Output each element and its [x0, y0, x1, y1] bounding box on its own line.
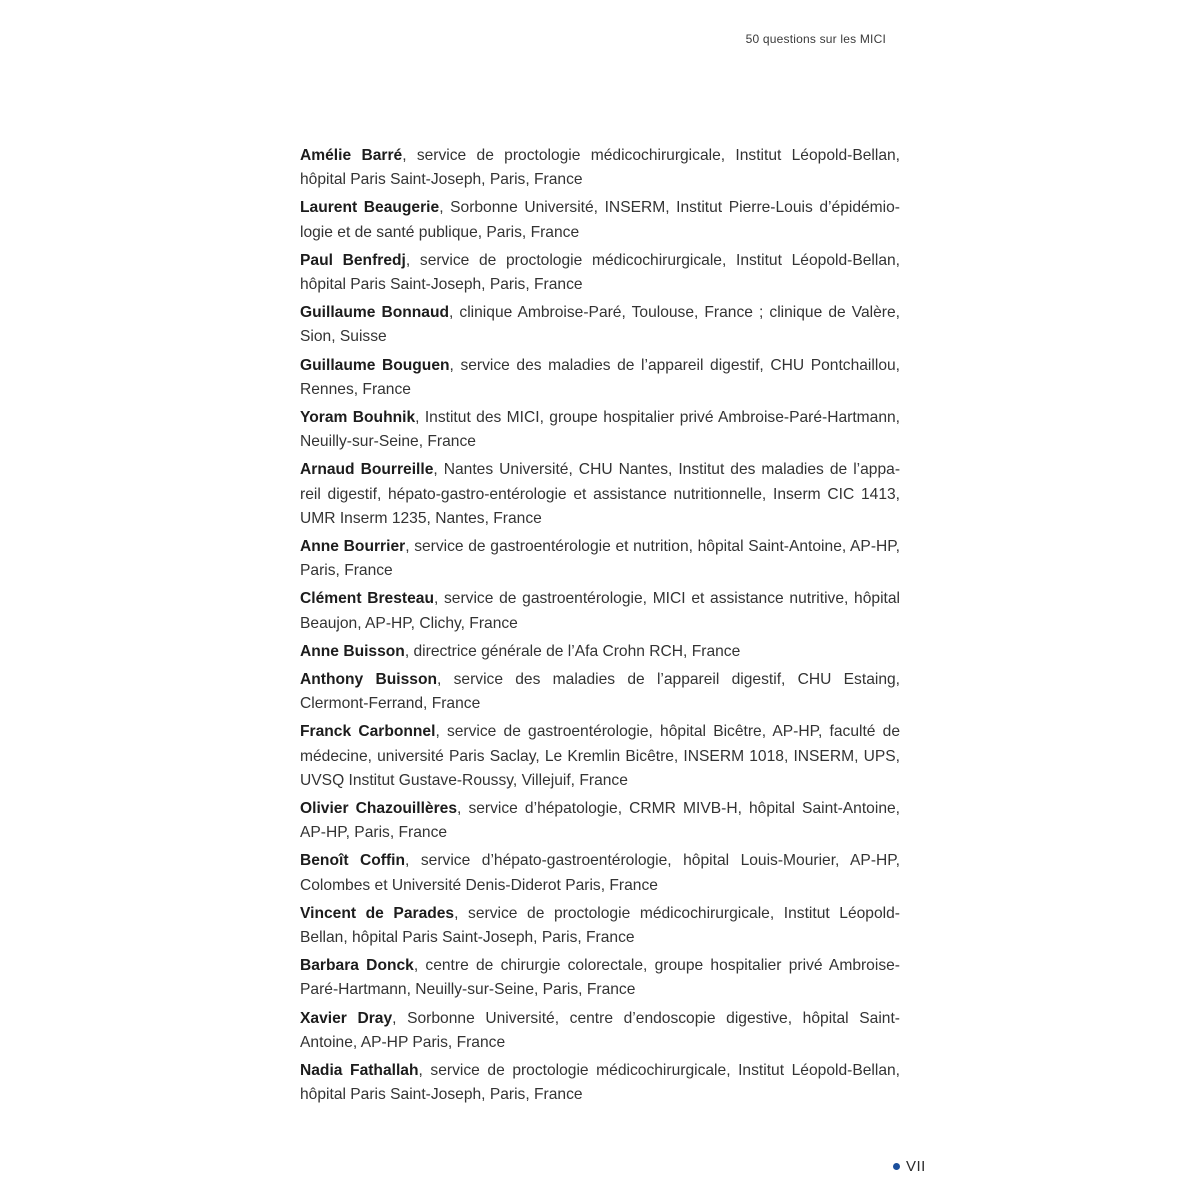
contributor-list — [300, 144, 900, 1111]
contributor-entry — [300, 406, 900, 455]
contributor-affiliation: , service des maladies de l’appareil digestif, CHU Estaing, Clermont-Ferrand, France — [300, 670, 901, 713]
contributor-affiliation: , centre de chirurgie colorectale, groupe hospitalier privé Ambroise-Paré-Hartmann, Neuilly-sur-Seine, Paris, France — [300, 957, 900, 999]
contributor-entry — [300, 640, 900, 664]
contributor-name: Amélie Barré — [300, 147, 403, 164]
contributor-entry — [300, 354, 900, 403]
contributor-name: Franck Carbonnel — [300, 723, 436, 741]
contributor-affiliation: , clinique Ambroise-Paré, Toulouse, France ; clinique de Valère, Sion, Suisse — [300, 304, 900, 346]
contributor-entry — [300, 458, 900, 531]
contributor-entry — [300, 587, 900, 636]
contributor-affiliation: , service d’hépatologie, CRMR MIVB-H, hôpital Saint-Antoine, AP-HP, Paris, France — [300, 799, 900, 842]
contributor-affiliation: , service de gastroentérologie, hôpital Bicêtre, AP-HP, faculté de médecine, université Paris Saclay, Le Kremlin Bicêtre, INSERM 1018, INSERM, UPS, UVSQ Institut Gustave-Roussy, Villejuif, France — [300, 723, 901, 789]
contributor-entry — [300, 720, 900, 793]
contributor-name: Barbara Donck — [300, 957, 414, 975]
contributor-affiliation: , service de proctologie médicochirurgicale, Institut Léopold-Bellan, hôpital Paris Saint-Joseph, Paris, France — [300, 904, 900, 947]
contributor-entry — [300, 1059, 900, 1108]
contributor-name: Clément Bresteau — [300, 590, 434, 608]
contributor-affiliation: , Institut des MICI, groupe hospitalier privé Ambroise-Paré-Hartmann, Neuilly-sur-Seine, France — [300, 408, 900, 451]
contributor-affiliation: , service des maladies de l’appareil digestif, CHU Pontchaillou, Rennes, France — [300, 356, 900, 398]
contributor-name: Guillaume Bouguen — [300, 356, 450, 374]
contributor-name: Nadia Fathallah — [300, 1061, 419, 1079]
contributor-name: Yoram Bouhnik — [300, 408, 416, 426]
contributor-affiliation: , service de gastroentérologie et nutrition, hôpital Saint-Antoine, AP-HP, Paris, France — [300, 538, 900, 580]
contributor-affiliation: , service de proctologie médicochirurgicale, Institut Léopold-Bellan, hôpital Paris Saint-Joseph, Paris, France — [300, 251, 900, 294]
running-header: 50 questions sur les MICI — [745, 32, 886, 46]
contributor-entry — [300, 301, 900, 350]
contributor-affiliation: , service de gastroentérologie, MICI et assistance nutritive, hôpital Beaujon, AP-HP, Clichy, France — [300, 590, 900, 632]
contributor-entry — [300, 249, 900, 298]
contributor-entry — [300, 1007, 900, 1056]
contributor-entry — [300, 797, 900, 846]
contributor-name: Anne Bourrier — [300, 538, 406, 556]
page-number — [893, 1158, 926, 1175]
contributor-entry — [300, 849, 900, 898]
contributor-name: Arnaud Bourreille — [300, 461, 434, 479]
contributor-affiliation: , service d’hépato-gastroentérologie, hôpital Louis-Mourier, AP-HP, Colombes et Université Denis-Diderot Paris, France — [300, 852, 900, 894]
contributor-name: Olivier Chazouillères — [300, 799, 458, 817]
contributor-entry — [300, 668, 900, 717]
bullet-icon — [893, 1163, 900, 1170]
contributor-name: Guillaume Bonnaud — [300, 304, 450, 322]
contributor-name: Vincent de Parades — [300, 904, 455, 922]
page-number-label: VII — [906, 1158, 926, 1175]
contributor-entry — [300, 902, 900, 951]
contributor-affiliation: , directrice générale de l’Afa Crohn RCH, France — [404, 642, 741, 660]
contributor-entry — [300, 196, 900, 245]
contributor-entry — [300, 535, 900, 584]
contributor-entry — [300, 144, 900, 193]
contributor-name: Benoît Coffin — [300, 852, 406, 870]
contributor-name: Xavier Dray — [300, 1009, 393, 1027]
contributor-affiliation: , Sorbonne Université, centre d’endoscopie digestive, hôpital Saint-Antoine, AP-HP Paris, France — [300, 1009, 901, 1051]
contributor-name: Laurent Beaugerie — [300, 199, 440, 217]
contributor-affiliation: , Nantes Université, CHU Nantes, Institut des maladies de l’appa-reil digestif, hépato-gastro-entérologie et assistance nutritionnelle, Inserm CIC 1413, UMR Inserm 1235, Nantes, France — [300, 461, 901, 527]
contributor-name: Paul Benfredj — [300, 251, 406, 269]
contributor-affiliation: , service de proctologie médicochirurgicale, Institut Léopold-Bellan, hôpital Paris Saint-Joseph, Paris, France — [300, 1061, 900, 1104]
contributor-entry — [300, 954, 900, 1003]
contributor-affiliation: , service de proctologie médicochirurgicale, Institut Léopold-Bellan, hôpital Paris Saint-Joseph, Paris, France — [300, 147, 900, 189]
contributor-name: Anne Buisson — [300, 642, 405, 660]
contributor-affiliation: , Sorbonne Université, INSERM, Institut Pierre-Louis d’épidémio-logie et de santé publique, Paris, France — [300, 199, 900, 241]
contributor-name: Anthony Buisson — [300, 670, 438, 688]
